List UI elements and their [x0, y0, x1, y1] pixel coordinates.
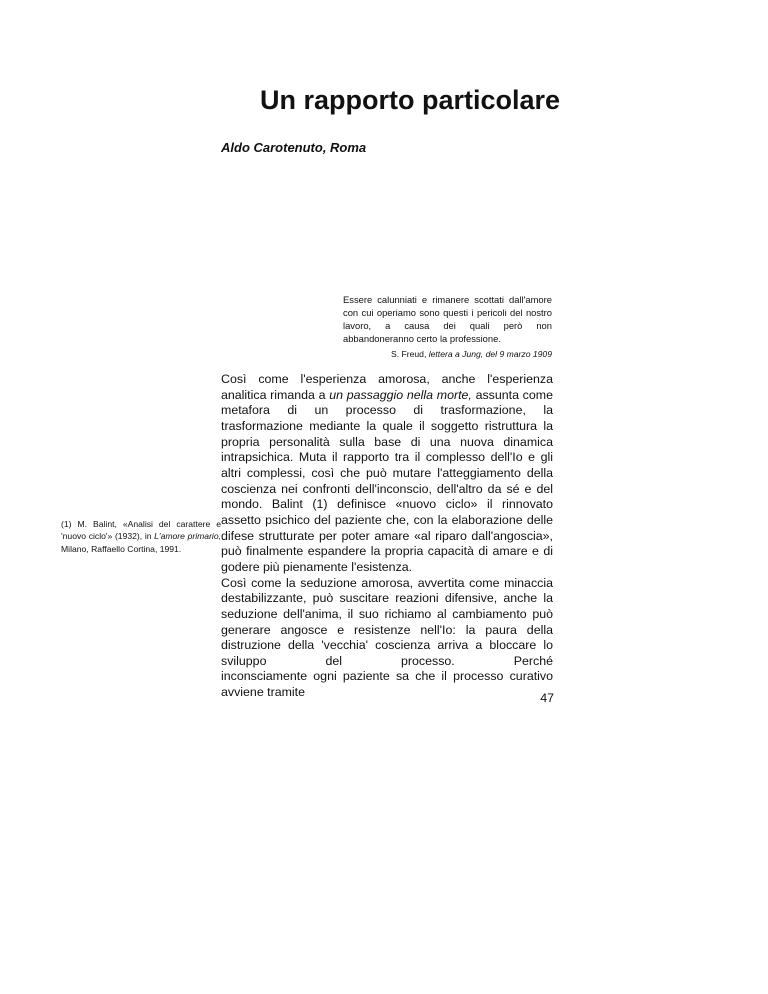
epigraph-quote: Essere calunniati e rimanere scottati dall'amore con cui operiamo sono questi i pericoli del nostro lavoro, a causa dei quali però non abbandoneranno certo la professione.	[343, 294, 552, 344]
epigraph-source	[340, 349, 552, 360]
article-title: Un rapporto particolare	[259, 85, 561, 115]
body-paragraph-2-continued: inconsciamente ogni paziente sa che il processo curativo avviene tramite	[221, 669, 553, 700]
footnote	[61, 518, 221, 555]
body-paragraph-1-start: Così come l'esperienza amorosa, anche l'esperienza analitica rimanda a	[221, 372, 553, 402]
body-paragraph-1-italic: un passaggio nella morte,	[329, 387, 472, 402]
body-paragraph-1-rest: assunta come metafora di un processo di trasformazione, la trasformazione mediante la quale il soggetto ristruttura la propria personalità sulla base di una nuova dinamica intrapsichica. Muta il rapporto tra il complesso dell'Io e gli altri complessi, così che può mutare l'atteggiamento della coscienza nei confronti dell'inconscio, dell'altro da sé e del mondo. Balint (1) definisce «nuovo ciclo» il rinnovato assetto psichico del paziente che, con la elaborazione delle difese strutturate per poter amare «al riparo dall'angoscia», può finalmente espandere la propria capacità di amare e di godere più pienamente l'esistenza.	[221, 387, 553, 574]
author-line: Aldo Carotenuto, Roma	[221, 140, 367, 155]
body-paragraph-2: Così come la seduzione amorosa, avvertita come minaccia destabilizzante, può suscitare reazioni difensive, anche la seduzione dell'anima, il suo richiamo al cambiamento può generare angosce e resistenze nell'Io: la paura della distruzione della 'vecchia' coscienza arriva a bloccare lo sviluppo del processo. Perché	[221, 575, 553, 668]
footnote-publisher: Milano, Raffaello Cortina, 1991.	[61, 543, 182, 554]
epigraph-source-letter: lettera a Jung, del 9 marzo 1909	[428, 349, 552, 359]
page-number: 47	[540, 691, 554, 705]
body-paragraph-1	[221, 372, 553, 576]
epigraph-source-author: S. Freud,	[391, 349, 429, 359]
footnote-book-title: L'amore primario,	[154, 531, 222, 542]
body-text	[221, 372, 553, 701]
footnote-text: (1) M. Balint, «Analisi del carattere e 'nuovo ciclo'» (1932), in	[61, 519, 221, 542]
